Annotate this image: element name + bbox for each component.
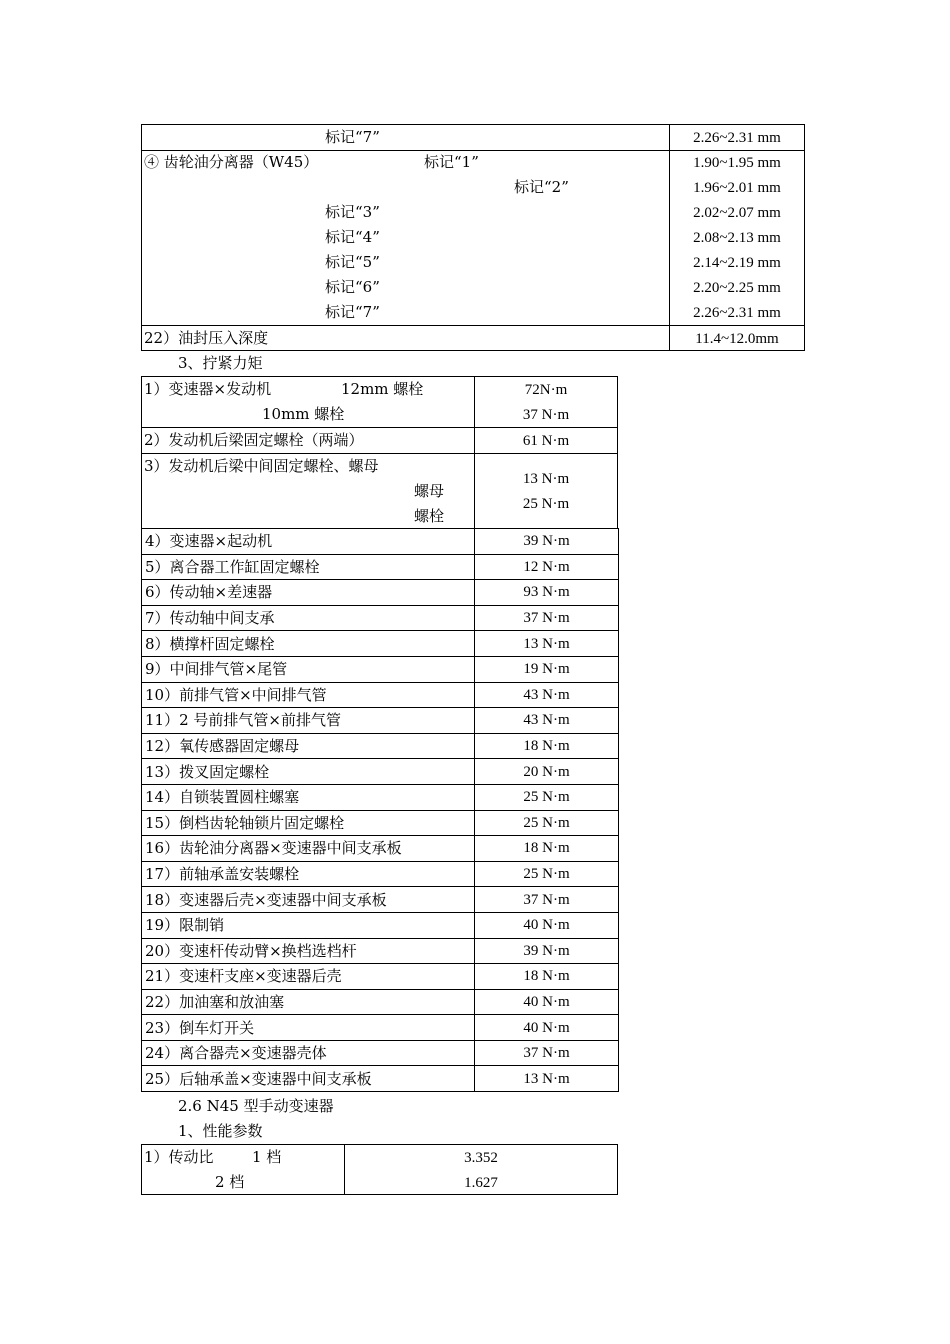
torque-table-rows	[141, 528, 619, 1092]
row-sublabel: 12mm 螺栓	[341, 380, 424, 398]
gear-ratio-value: 1.627	[464, 1175, 498, 1191]
mark-label: 标记“2”	[514, 178, 569, 196]
mark-value: 2.26~2.31 mm	[693, 305, 781, 321]
table-row	[142, 631, 619, 657]
row-label: 4）变速器×起动机	[142, 529, 475, 555]
row-sublabel: 螺栓	[414, 507, 445, 525]
row-value: 93 N·m	[475, 580, 619, 606]
row-label: 7）传动轴中间支承	[142, 605, 475, 631]
row-label: 22）油封压入深度	[144, 329, 269, 347]
mark-label: 标记“4”	[325, 228, 380, 246]
row-value: 37 N·m	[522, 407, 570, 423]
row-value: 18 N·m	[475, 733, 619, 759]
row-value: 20 N·m	[475, 759, 619, 785]
row-label: 1）变速器×发动机	[144, 380, 272, 398]
table-row	[142, 529, 619, 555]
mark-value: 2.02~2.07 mm	[693, 205, 781, 221]
row-value: 40 N·m	[475, 1015, 619, 1041]
row-label: 15）倒档齿轮轴锁片固定螺栓	[142, 810, 475, 836]
mark-value: 2.26~2.31 mm	[693, 130, 781, 146]
mark-label: 标记“1”	[424, 153, 479, 171]
table-row	[142, 1040, 619, 1066]
row-value: 25 N·m	[522, 496, 570, 512]
row-value: 18 N·m	[475, 964, 619, 990]
row-value: 13 N·m	[475, 631, 619, 657]
mark-label: 标记“6”	[325, 278, 380, 296]
row-value: 61 N·m	[522, 433, 570, 449]
mark-label: 标记“5”	[325, 253, 380, 271]
table-row	[142, 733, 619, 759]
row-label: 2）发动机后梁固定螺栓（两端）	[144, 431, 364, 449]
row-label: 5）离合器工作缸固定螺栓	[142, 554, 475, 580]
section-heading-performance: 1、性能参数	[178, 1122, 263, 1140]
row-value: 43 N·m	[475, 708, 619, 734]
row-value: 43 N·m	[475, 682, 619, 708]
row-value: 12 N·m	[475, 554, 619, 580]
table-row	[142, 784, 619, 810]
row-label: 24）离合器壳×变速器壳体	[142, 1040, 475, 1066]
table-row	[142, 912, 619, 938]
table-row	[142, 1066, 619, 1092]
row-value: 19 N·m	[475, 656, 619, 682]
row-label: 3）发动机后梁中间固定螺栓、螺母	[144, 457, 379, 475]
table-row	[142, 708, 619, 734]
row-sublabel: 螺母	[414, 482, 445, 500]
row-label: 12）氧传感器固定螺母	[142, 733, 475, 759]
row-value: 72N·m	[524, 382, 568, 398]
row-label: 9）中间排气管×尾管	[142, 656, 475, 682]
section-heading-n45: 2.6 N45 型手动变速器	[178, 1097, 334, 1115]
mark-value: 2.20~2.25 mm	[693, 280, 781, 296]
table-row	[142, 836, 619, 862]
row-value: 11.4~12.0mm	[695, 331, 779, 347]
row-value: 37 N·m	[475, 887, 619, 913]
row-label: 17）前轴承盖安装螺栓	[142, 861, 475, 887]
row-value: 13 N·m	[475, 1066, 619, 1092]
row-label: 10）前排气管×中间排气管	[142, 682, 475, 708]
mark-value: 1.90~1.95 mm	[693, 155, 781, 171]
row-value: 39 N·m	[475, 529, 619, 555]
row-label: 19）限制销	[142, 912, 475, 938]
row-label: 23）倒车灯开关	[142, 1015, 475, 1041]
gear-label: 1 档	[252, 1148, 282, 1166]
mark-value: 2.14~2.19 mm	[693, 255, 781, 271]
table-row	[142, 682, 619, 708]
row-label: 22）加油塞和放油塞	[142, 989, 475, 1015]
gear-label: 2 档	[215, 1173, 245, 1191]
mark-value: 1.96~2.01 mm	[693, 180, 781, 196]
table-row	[142, 656, 619, 682]
table-row	[142, 605, 619, 631]
row-value: 18 N·m	[475, 836, 619, 862]
row-label: 1）传动比	[144, 1148, 214, 1166]
table-row	[142, 887, 619, 913]
table-row	[142, 964, 619, 990]
row-label: 11）2 号前排气管×前排气管	[142, 708, 475, 734]
mark-value: 2.08~2.13 mm	[693, 230, 781, 246]
row-value: 39 N·m	[475, 938, 619, 964]
mark-label: 标记“7”	[325, 303, 380, 321]
table-row	[142, 938, 619, 964]
row-label: 8）横撑杆固定螺栓	[142, 631, 475, 657]
mark-label: 标记“3”	[325, 203, 380, 221]
row-label: 16）齿轮油分离器×变速器中间支承板	[142, 836, 475, 862]
mark-label: 标记“7”	[325, 128, 380, 146]
row-value: 37 N·m	[475, 605, 619, 631]
row-label: 14）自锁装置圆柱螺塞	[142, 784, 475, 810]
row-sublabel: 10mm 螺栓	[262, 405, 345, 423]
table-row	[142, 580, 619, 606]
row-label: 20）变速杆传动臂×换档选档杆	[142, 938, 475, 964]
row-value: 40 N·m	[475, 989, 619, 1015]
row-value: 37 N·m	[475, 1040, 619, 1066]
row-title: ④ 齿轮油分离器（W45）	[144, 153, 319, 171]
table-row	[142, 861, 619, 887]
table-row	[142, 554, 619, 580]
section-heading-torque: 3、拧紧力矩	[178, 354, 263, 372]
row-value: 40 N·m	[475, 912, 619, 938]
table-row	[142, 759, 619, 785]
row-label: 18）变速器后壳×变速器中间支承板	[142, 887, 475, 913]
table-row	[142, 989, 619, 1015]
row-value: 25 N·m	[475, 861, 619, 887]
row-value: 25 N·m	[475, 810, 619, 836]
row-label: 21）变速杆支座×变速器后壳	[142, 964, 475, 990]
row-value: 25 N·m	[475, 784, 619, 810]
gear-ratio-value: 3.352	[464, 1150, 498, 1166]
row-value: 13 N·m	[522, 471, 570, 487]
table-row	[142, 810, 619, 836]
table-row	[142, 1015, 619, 1041]
row-label: 13）拨叉固定螺栓	[142, 759, 475, 785]
row-label: 6）传动轴×差速器	[142, 580, 475, 606]
row-label: 25）后轴承盖×变速器中间支承板	[142, 1066, 475, 1092]
